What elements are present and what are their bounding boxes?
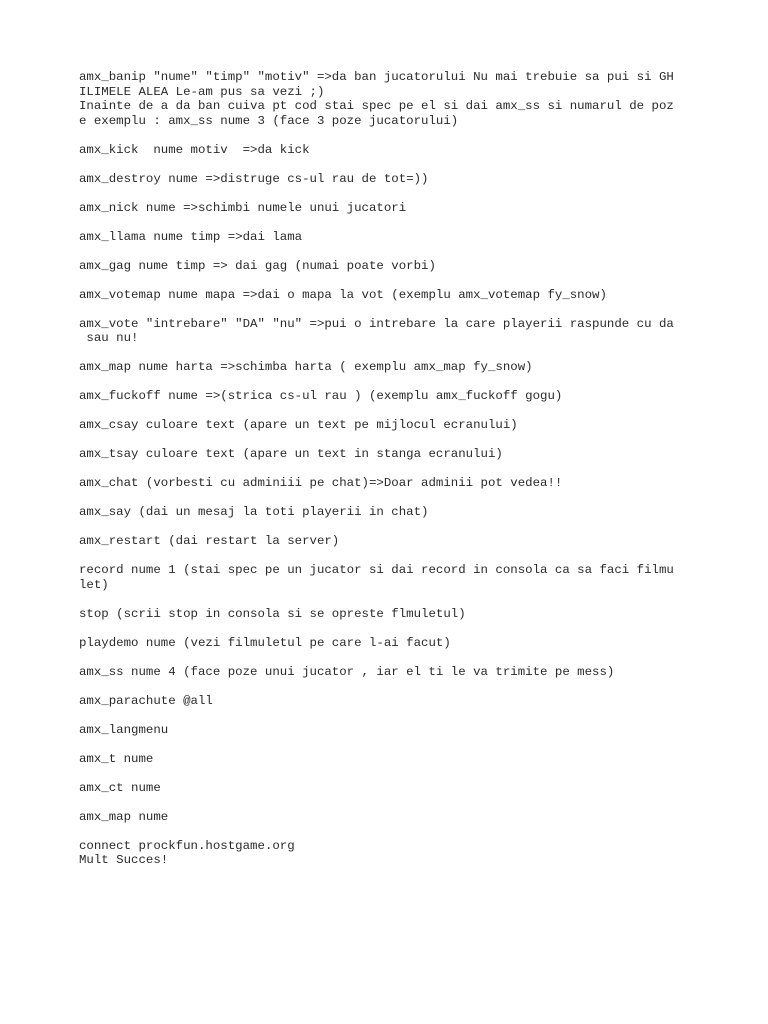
paragraph <box>79 172 699 187</box>
paragraph <box>79 317 699 346</box>
paragraph <box>79 665 699 680</box>
text-line: Inainte de a da ban cuiva pt cod stai spec pe el si dai amx_ss si numarul de poz <box>79 99 674 113</box>
text-line: amx_t nume <box>79 751 154 766</box>
text-line: amx_ct nume <box>79 780 161 795</box>
text-line: e exemplu : amx_ss nume 3 (face 3 poze jucatorului) <box>79 113 459 128</box>
text-line: playdemo nume (vezi filmuletul pe care l-ai facut) <box>79 635 451 650</box>
text-line: amx_map nume <box>79 809 169 824</box>
text-line: amx_say (dai un mesaj la toti playerii in chat) <box>79 505 429 519</box>
text-line: amx_restart (dai restart la server) <box>79 534 340 548</box>
text-line: amx_destroy nume =>distruge cs-ul rau de tot=)) <box>79 171 429 186</box>
paragraph <box>79 723 699 738</box>
paragraph <box>79 839 699 868</box>
paragraph <box>79 143 699 158</box>
paragraph <box>79 607 699 622</box>
paragraph <box>79 476 699 491</box>
text-line: amx_parachute @all <box>79 693 213 708</box>
text-line: ILIMELE ALEA Le-am pus sa vezi ;) <box>79 84 325 99</box>
paragraph <box>79 201 699 216</box>
text-line: amx_ss nume 4 (face poze unui jucator , iar el ti le va trimite pe mess) <box>79 664 615 679</box>
paragraph <box>79 636 699 651</box>
text-line: amx_csay culoare text (apare un text pe mijlocul ecranului) <box>79 418 518 432</box>
paragraph <box>79 70 699 128</box>
paragraph <box>79 752 699 767</box>
text-line: amx_chat (vorbesti cu adminiii pe chat)=>Doar adminii pot vedea!! <box>79 476 563 490</box>
text-line: amx_fuckoff nume =>(strica cs-ul rau ) (exemplu amx_fuckoff gogu) <box>79 389 563 403</box>
paragraph <box>79 447 699 462</box>
paragraph <box>79 694 699 709</box>
paragraph <box>79 259 699 274</box>
paragraph <box>79 534 699 549</box>
text-line: sau nu! <box>79 331 139 345</box>
text-line: amx_nick nume =>schimbi numele unui jucatori <box>79 200 407 215</box>
paragraph <box>79 781 699 796</box>
text-line: Mult Succes! <box>79 853 169 867</box>
paragraph <box>79 563 699 592</box>
paragraph <box>79 505 699 520</box>
text-line: amx_kick nume motiv =>da kick <box>79 142 310 157</box>
paragraph <box>79 810 699 825</box>
document-body <box>79 70 699 882</box>
paragraph <box>79 389 699 404</box>
paragraph <box>79 288 699 303</box>
text-line: connect prockfun.hostgame.org <box>79 838 295 853</box>
paragraph <box>79 418 699 433</box>
text-line: amx_llama nume timp =>dai lama <box>79 229 303 244</box>
paragraph <box>79 230 699 245</box>
text-line: amx_gag nume timp => dai gag (numai poate vorbi) <box>79 258 436 273</box>
text-line: amx_votemap nume mapa =>dai o mapa la vot (exemplu amx_votemap fy_snow) <box>79 287 607 302</box>
text-line: amx_langmenu <box>79 722 169 737</box>
text-line: record nume 1 (stai spec pe un jucator si dai record in consola ca sa faci filmu <box>79 563 674 577</box>
text-line: amx_map nume harta =>schimba harta ( exemplu amx_map fy_snow) <box>79 360 533 374</box>
text-line: amx_vote "intrebare" "DA" "nu" =>pui o intrebare la care playerii raspunde cu da <box>79 316 674 331</box>
text-line: amx_banip "nume" "timp" "motiv" =>da ban jucatorului Nu mai trebuie sa pui si GH <box>79 70 674 84</box>
text-line: stop (scrii stop in consola si se opreste flmuletul) <box>79 606 466 621</box>
text-line: amx_tsay culoare text (apare un text in stanga ecranului) <box>79 447 503 461</box>
paragraph <box>79 360 699 375</box>
text-line: let) <box>79 577 109 592</box>
